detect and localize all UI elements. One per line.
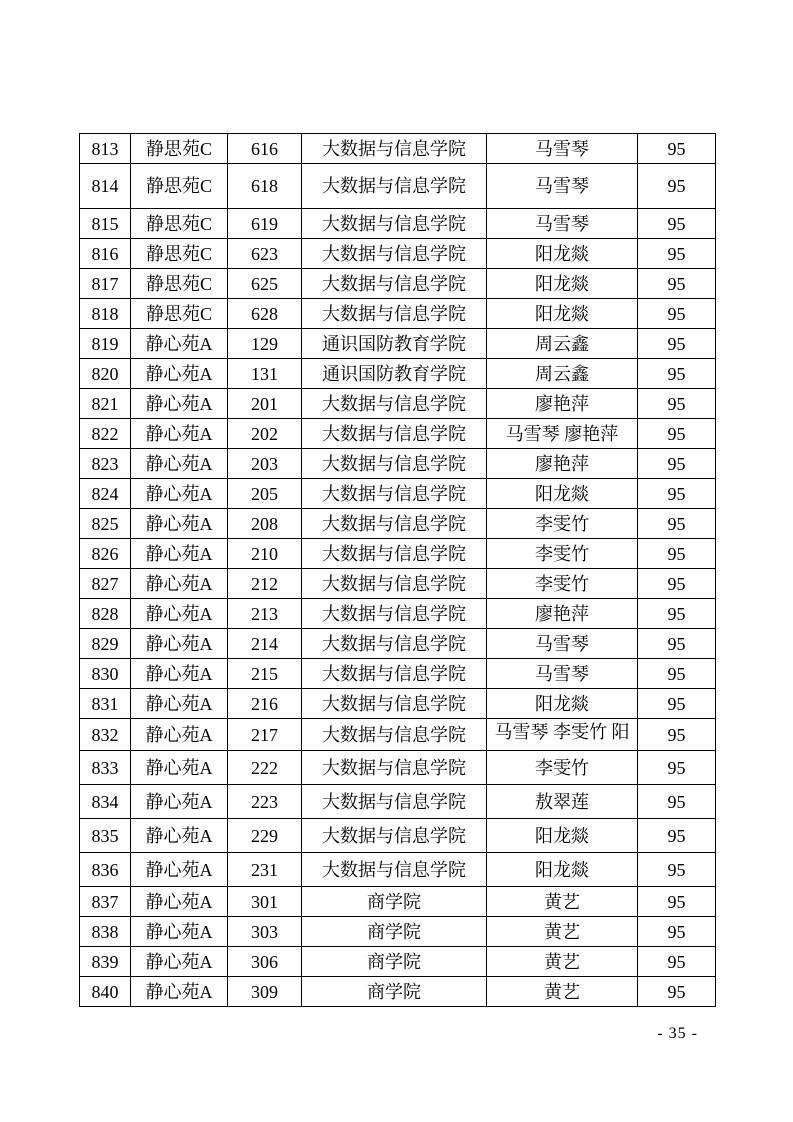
score-value: 95 — [638, 977, 716, 1007]
row-number: 832 — [80, 719, 131, 751]
row-number: 839 — [80, 947, 131, 977]
score-value: 95 — [638, 299, 716, 329]
room-number: 628 — [228, 299, 302, 329]
row-number: 833 — [80, 751, 131, 785]
room-number: 619 — [228, 209, 302, 239]
score-value: 95 — [638, 689, 716, 719]
college-name: 大数据与信息学院 — [302, 389, 487, 419]
row-number: 831 — [80, 689, 131, 719]
score-value: 95 — [638, 329, 716, 359]
table-row — [80, 569, 716, 599]
building-name: 静心苑A — [131, 853, 228, 887]
room-number: 208 — [228, 509, 302, 539]
table-row — [80, 719, 716, 751]
row-number: 825 — [80, 509, 131, 539]
table-row — [80, 659, 716, 689]
room-number: 618 — [228, 164, 302, 209]
building-name: 静心苑A — [131, 449, 228, 479]
row-number: 819 — [80, 329, 131, 359]
building-name: 静心苑A — [131, 785, 228, 819]
row-number: 820 — [80, 359, 131, 389]
staff-name: 黄艺 — [487, 887, 638, 917]
score-value: 95 — [638, 419, 716, 449]
staff-name: 敖翠莲 — [487, 785, 638, 819]
college-name: 大数据与信息学院 — [302, 269, 487, 299]
room-number: 623 — [228, 239, 302, 269]
row-number: 826 — [80, 539, 131, 569]
row-number: 836 — [80, 853, 131, 887]
room-number: 217 — [228, 719, 302, 751]
score-value: 95 — [638, 269, 716, 299]
staff-name: 黄艺 — [487, 917, 638, 947]
building-name: 静心苑A — [131, 751, 228, 785]
building-name: 静思苑C — [131, 269, 228, 299]
building-name: 静心苑A — [131, 599, 228, 629]
table-body — [80, 134, 716, 1007]
staff-name: 马雪琴 — [487, 659, 638, 689]
room-number: 129 — [228, 329, 302, 359]
table-row — [80, 134, 716, 164]
row-number: 837 — [80, 887, 131, 917]
building-name: 静心苑A — [131, 629, 228, 659]
row-number: 840 — [80, 977, 131, 1007]
staff-name: 李雯竹 — [487, 509, 638, 539]
score-value: 95 — [638, 917, 716, 947]
score-value: 95 — [638, 209, 716, 239]
row-number: 815 — [80, 209, 131, 239]
table-row — [80, 164, 716, 209]
college-name: 商学院 — [302, 947, 487, 977]
staff-name: 马雪琴 李雯竹 阳 — [487, 719, 638, 751]
score-value: 95 — [638, 239, 716, 269]
row-number: 813 — [80, 134, 131, 164]
building-name: 静心苑A — [131, 689, 228, 719]
room-number: 213 — [228, 599, 302, 629]
room-number: 205 — [228, 479, 302, 509]
room-number: 216 — [228, 689, 302, 719]
row-number: 828 — [80, 599, 131, 629]
room-number: 309 — [228, 977, 302, 1007]
row-number: 816 — [80, 239, 131, 269]
score-value: 95 — [638, 659, 716, 689]
college-name: 大数据与信息学院 — [302, 479, 487, 509]
score-value: 95 — [638, 449, 716, 479]
college-name: 大数据与信息学院 — [302, 164, 487, 209]
staff-name: 黄艺 — [487, 947, 638, 977]
college-name: 大数据与信息学院 — [302, 853, 487, 887]
building-name: 静思苑C — [131, 209, 228, 239]
college-name: 大数据与信息学院 — [302, 689, 487, 719]
staff-name: 李雯竹 — [487, 539, 638, 569]
table-row — [80, 599, 716, 629]
college-name: 商学院 — [302, 977, 487, 1007]
staff-name: 廖艳萍 — [487, 599, 638, 629]
table-row — [80, 389, 716, 419]
table-row — [80, 917, 716, 947]
score-value: 95 — [638, 947, 716, 977]
college-name: 通识国防教育学院 — [302, 359, 487, 389]
room-number: 625 — [228, 269, 302, 299]
college-name: 大数据与信息学院 — [302, 209, 487, 239]
staff-name: 廖艳萍 — [487, 449, 638, 479]
college-name: 大数据与信息学院 — [302, 239, 487, 269]
room-number: 210 — [228, 539, 302, 569]
building-name: 静思苑C — [131, 134, 228, 164]
row-number: 817 — [80, 269, 131, 299]
building-name: 静思苑C — [131, 239, 228, 269]
building-name: 静心苑A — [131, 539, 228, 569]
college-name: 通识国防教育学院 — [302, 329, 487, 359]
row-number: 827 — [80, 569, 131, 599]
building-name: 静心苑A — [131, 389, 228, 419]
row-number: 824 — [80, 479, 131, 509]
college-name: 大数据与信息学院 — [302, 629, 487, 659]
score-value: 95 — [638, 479, 716, 509]
building-name: 静心苑A — [131, 329, 228, 359]
table-row — [80, 359, 716, 389]
building-name: 静心苑A — [131, 419, 228, 449]
building-name: 静心苑A — [131, 509, 228, 539]
college-name: 大数据与信息学院 — [302, 659, 487, 689]
staff-name: 阳龙燚 — [487, 239, 638, 269]
row-number: 823 — [80, 449, 131, 479]
staff-name: 马雪琴 — [487, 629, 638, 659]
college-name: 大数据与信息学院 — [302, 599, 487, 629]
room-number: 222 — [228, 751, 302, 785]
room-number: 303 — [228, 917, 302, 947]
score-value: 95 — [638, 819, 716, 853]
score-value: 95 — [638, 785, 716, 819]
building-name: 静心苑A — [131, 819, 228, 853]
building-name: 静心苑A — [131, 359, 228, 389]
building-name: 静思苑C — [131, 164, 228, 209]
table-row — [80, 509, 716, 539]
row-number: 835 — [80, 819, 131, 853]
college-name: 大数据与信息学院 — [302, 785, 487, 819]
score-value: 95 — [638, 853, 716, 887]
college-name: 大数据与信息学院 — [302, 419, 487, 449]
row-number: 822 — [80, 419, 131, 449]
building-name: 静心苑A — [131, 887, 228, 917]
college-name: 大数据与信息学院 — [302, 539, 487, 569]
row-number: 818 — [80, 299, 131, 329]
table-row — [80, 887, 716, 917]
table-row — [80, 977, 716, 1007]
row-number: 821 — [80, 389, 131, 419]
table-row — [80, 329, 716, 359]
college-name: 大数据与信息学院 — [302, 134, 487, 164]
staff-name: 马雪琴 — [487, 164, 638, 209]
staff-name: 阳龙燚 — [487, 689, 638, 719]
room-number: 214 — [228, 629, 302, 659]
score-value: 95 — [638, 509, 716, 539]
room-number: 616 — [228, 134, 302, 164]
score-value: 95 — [638, 164, 716, 209]
score-value: 95 — [638, 569, 716, 599]
college-name: 大数据与信息学院 — [302, 299, 487, 329]
staff-name: 马雪琴 廖艳萍 — [487, 419, 638, 449]
room-number: 212 — [228, 569, 302, 599]
score-value: 95 — [638, 134, 716, 164]
table-row — [80, 419, 716, 449]
building-name: 静心苑A — [131, 977, 228, 1007]
staff-name: 阳龙燚 — [487, 299, 638, 329]
room-number: 223 — [228, 785, 302, 819]
college-name: 大数据与信息学院 — [302, 751, 487, 785]
page-number: - 35 - — [657, 1025, 698, 1042]
college-name: 大数据与信息学院 — [302, 449, 487, 479]
building-name: 静心苑A — [131, 917, 228, 947]
dormitory-inspection-table — [79, 133, 716, 1007]
score-value: 95 — [638, 719, 716, 751]
row-number: 834 — [80, 785, 131, 819]
room-number: 231 — [228, 853, 302, 887]
row-number: 814 — [80, 164, 131, 209]
table-row — [80, 629, 716, 659]
table-row — [80, 299, 716, 329]
college-name: 大数据与信息学院 — [302, 509, 487, 539]
staff-name: 阳龙燚 — [487, 479, 638, 509]
room-number: 202 — [228, 419, 302, 449]
staff-name: 阳龙燚 — [487, 853, 638, 887]
staff-name: 阳龙燚 — [487, 819, 638, 853]
college-name: 商学院 — [302, 917, 487, 947]
room-number: 306 — [228, 947, 302, 977]
table-row — [80, 853, 716, 887]
score-value: 95 — [638, 539, 716, 569]
table-row — [80, 449, 716, 479]
row-number: 838 — [80, 917, 131, 947]
room-number: 203 — [228, 449, 302, 479]
table-row — [80, 819, 716, 853]
building-name: 静心苑A — [131, 719, 228, 751]
score-value: 95 — [638, 389, 716, 419]
staff-name: 李雯竹 — [487, 751, 638, 785]
staff-name: 廖艳萍 — [487, 389, 638, 419]
staff-name: 阳龙燚 — [487, 269, 638, 299]
room-number: 201 — [228, 389, 302, 419]
table-row — [80, 239, 716, 269]
room-number: 301 — [228, 887, 302, 917]
score-value: 95 — [638, 629, 716, 659]
room-number: 229 — [228, 819, 302, 853]
table-row — [80, 689, 716, 719]
table-row — [80, 947, 716, 977]
score-value: 95 — [638, 599, 716, 629]
room-number: 215 — [228, 659, 302, 689]
college-name: 大数据与信息学院 — [302, 719, 487, 751]
table-row — [80, 269, 716, 299]
staff-name: 马雪琴 — [487, 134, 638, 164]
table-row — [80, 209, 716, 239]
staff-name: 马雪琴 — [487, 209, 638, 239]
college-name: 商学院 — [302, 887, 487, 917]
building-name: 静心苑A — [131, 569, 228, 599]
score-value: 95 — [638, 751, 716, 785]
college-name: 大数据与信息学院 — [302, 819, 487, 853]
table-row — [80, 785, 716, 819]
staff-name: 周云鑫 — [487, 329, 638, 359]
building-name: 静思苑C — [131, 299, 228, 329]
staff-name: 黄艺 — [487, 977, 638, 1007]
table-row — [80, 539, 716, 569]
building-name: 静心苑A — [131, 947, 228, 977]
table-row — [80, 479, 716, 509]
row-number: 829 — [80, 629, 131, 659]
building-name: 静心苑A — [131, 479, 228, 509]
building-name: 静心苑A — [131, 659, 228, 689]
college-name: 大数据与信息学院 — [302, 569, 487, 599]
score-value: 95 — [638, 887, 716, 917]
room-number: 131 — [228, 359, 302, 389]
row-number: 830 — [80, 659, 131, 689]
score-value: 95 — [638, 359, 716, 389]
table-row — [80, 751, 716, 785]
staff-name: 李雯竹 — [487, 569, 638, 599]
staff-name: 周云鑫 — [487, 359, 638, 389]
